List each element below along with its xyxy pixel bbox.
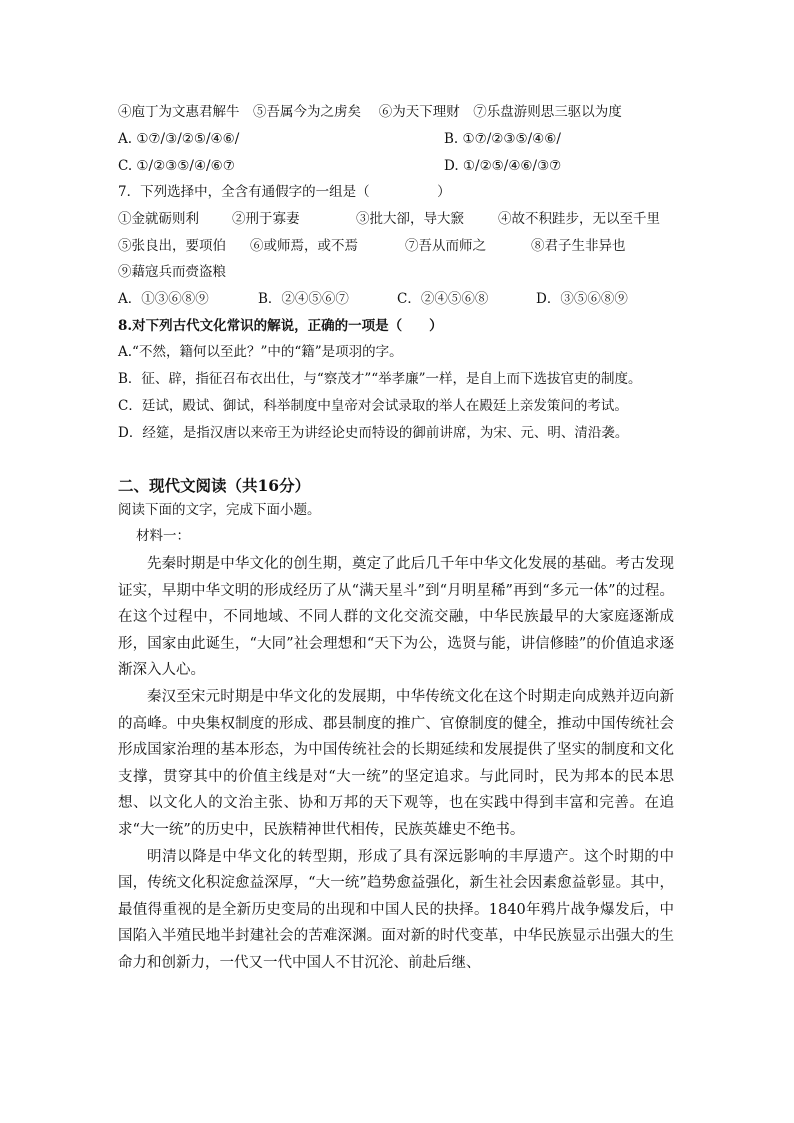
- article-body: [118, 551, 674, 977]
- q7-item: ④故不积跬步，无以至千里: [498, 211, 660, 227]
- q7-item: ⑥或师焉，或不焉: [250, 238, 358, 254]
- q8-option-a: A.“不然，籍何以至此？”中的“籍”是项羽的字。: [118, 344, 403, 360]
- q8-option-b: B．征、辟，指征召布衣出仕，与“察茂才”“举孝廉”一样，是自上而下选拔官吏的制度。: [118, 371, 642, 387]
- article-paragraph: 明清以降是中华文化的转型期，形成了具有深远影响的丰厚遗产。这个时期的中国，传统文化积淀愈益深厚，“大一统”趋势愈益强化，新生社会因素愈益彰显。其中，最值得重视的是全新历史变局的出现和中国人民的抉择。1840年鸦片战争爆发后，中国陷入半殖民地半封建社会的苦难深渊。面对新的时代变革，中华民族显示出强大的生命力和创新力，一代又一代中国人不甘沉沦、前赴后继、: [118, 848, 674, 971]
- q7-item: ②刑于寡妻: [232, 211, 300, 227]
- q6-items-line: ④庖丁为文惠君解牛 ⑤吾属今为之虏矣 ⑥为天下理财 ⑦乐盘游则思三驱以为度: [118, 104, 622, 120]
- q6-option-b: B. ①⑦/②③⑤/④⑥/: [444, 131, 561, 147]
- article-paragraph: 先秦时期是中华文化的创生期，奠定了此后几千年中华文化发展的基础。考古发现证实，早期中华文明的形成经历了从“满天星斗”到“月明星稀”再到“多元一体”的过程。在这个过程中，不同地域、不同人群的文化交流交融，中华民族最早的大家庭逐渐成形，国家由此诞生，“大同”社会理想和“天下为公，选贤与能，讲信修睦”的价值追求逐渐深入人心。: [118, 556, 674, 679]
- q7-item: ③批大卻，导大窾: [356, 211, 464, 227]
- q8-stem: 8.对下列古代文化常识的解说，正确的一项是（ ）: [118, 318, 443, 334]
- q7-item: ⑧君子生非异也: [531, 238, 626, 254]
- q7-option-c: C．②④⑤⑥⑧: [397, 291, 489, 307]
- q6-option-d: D. ①/②⑤/④⑥/③⑦: [444, 158, 562, 174]
- section-heading: 二、现代文阅读（共16分）: [118, 476, 311, 495]
- q7-option-d: D．③⑤⑥⑧⑨: [536, 291, 628, 307]
- q8-option-c: C．廷试，殿试、御试，科举制度中皇帝对会试录取的举人在殿廷上亲发策问的考试。: [118, 398, 628, 414]
- q6-option-a: A. ①⑦/③/②⑤/④⑥/: [118, 131, 240, 147]
- q7-stem: 7．下列选择中，全含有通假字的一组是（ ）: [118, 184, 451, 200]
- material-label: 材料一：: [136, 528, 190, 544]
- q7-item: ①金就砺则利: [118, 211, 199, 227]
- q7-item: ⑤张良出，要项伯: [118, 238, 226, 254]
- q7-item: ⑦吾从而师之: [405, 238, 486, 254]
- article-paragraph: 秦汉至宋元时期是中华文化的发展期，中华传统文化在这个时期走向成熟并迈向新的高峰。中央集权制度的形成、郡县制度的推广、官僚制度的健全，推动中国传统社会形成国家治理的基本形态，为中国传统社会的长期延续和发展提供了坚实的制度和文化支撑，贯穿其中的价值主线是对“大一统”的坚定追求。与此同时，民为邦本的民本思想、以文化人的文治主张、协和万邦的天下观等，也在实践中得到丰富和完善。在追求“大一统”的历史中，民族精神世代相传，民族英雄史不绝书。: [118, 688, 674, 838]
- q7-item: ⑨藉寇兵而赍盗粮: [118, 264, 226, 280]
- q6-option-c: C. ①/②③⑤/④/⑥⑦: [118, 158, 235, 174]
- q7-option-b: B．②④⑤⑥⑦: [258, 291, 349, 307]
- q7-option-a: A．①③⑥⑧⑨: [118, 291, 209, 307]
- q8-option-d: D．经筵，是指汉唐以来帝王为讲经论史而特设的御前讲席，为宋、元、明、清沿袭。: [118, 425, 629, 441]
- section-instruction: 阅读下面的文字，完成下面小题。: [118, 502, 321, 518]
